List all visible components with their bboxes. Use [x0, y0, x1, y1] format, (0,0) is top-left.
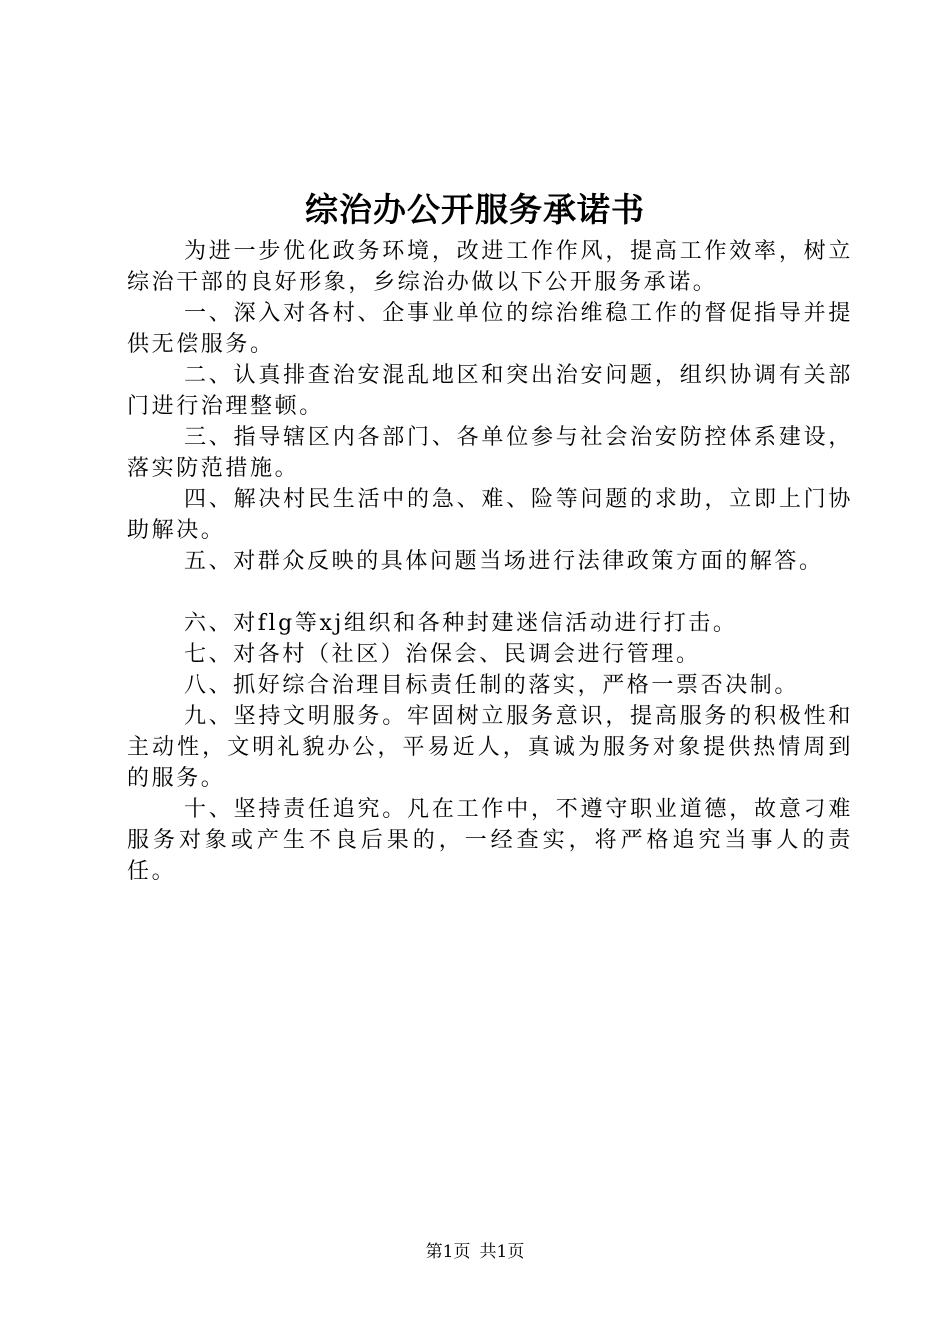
paragraph-item-10: 十、坚持责任追究。凡在工作中，不遵守职业道德，故意刁难服务对象或产生不良后果的，一经查实，将严格追究当事人的责任。 — [127, 797, 853, 884]
paragraph-item-9: 九、坚持文明服务。牢固树立服务意识，提高服务的积极性和主动性，文明礼貌办公，平易近人，真诚为服务对象提供热情周到的服务。 — [127, 704, 853, 791]
paragraph-item-1: 一、深入对各村、企事业单位的综治维稳工作的督促指导并提供无偿服务。 — [127, 301, 853, 357]
page-number-current: 第1页 — [425, 1242, 471, 1262]
paragraph-item-8: 八、抓好综合治理目标责任制的落实，严格一票否决制。 — [184, 673, 800, 698]
paragraph-intro: 为进一步优化政务环境，改进工作作风，提高工作效率，树立综治干部的良好形象，乡综治办做以下公开服务承诺。 — [127, 239, 853, 295]
paragraph-item-5: 五、对群众反映的具体问题当场进行法律政策方面的解答。 — [184, 549, 824, 574]
document-body — [127, 236, 853, 887]
paragraph-item-3: 三、指导辖区内各部门、各单位参与社会治安防控体系建设，落实防范措施。 — [127, 425, 853, 481]
document-title: 综治办公开服务承诺书 — [305, 190, 645, 229]
paragraph-item-2: 二、认真排查治安混乱地区和突出治安问题，组织协调有关部门进行治理整顿。 — [127, 363, 853, 419]
paragraph-item-7: 七、对各村（社区）治保会、民调会进行管理。 — [184, 642, 701, 667]
paragraph-item-4: 四、解决村民生活中的急、难、险等问题的求助，立即上门协助解决。 — [127, 487, 853, 543]
page-footer — [0, 1241, 950, 1263]
page-number-total: 共1页 — [479, 1242, 525, 1262]
paragraph-item-6: 六、对flg等xj组织和各种封建迷信活动进行打击。 — [184, 611, 738, 636]
